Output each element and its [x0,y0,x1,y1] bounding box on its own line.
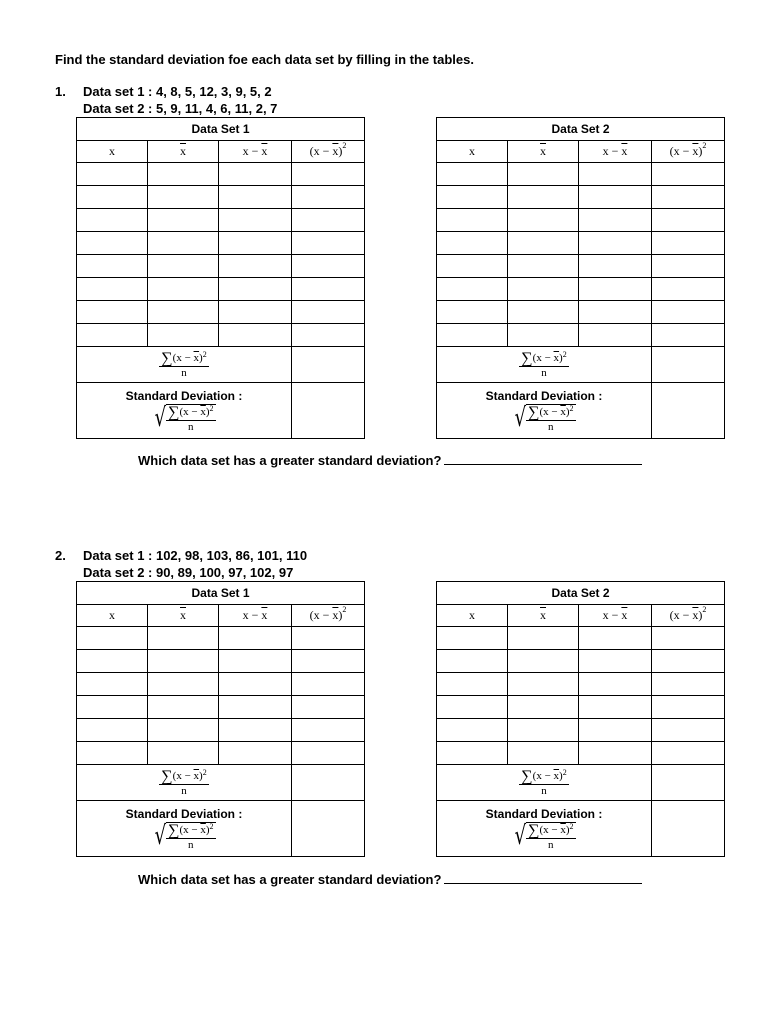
answer-cell[interactable] [652,278,725,301]
sd-formula: Standard Deviation : √ $\frac{\sum(x - \overline{x})^2}{n}$ [437,383,652,439]
variance-formula: $\frac{\sum(x - \overline{x})^2}{n}$ [77,765,292,801]
answer-cell[interactable] [292,278,365,301]
col-header-squared-deviation: $(x - \overline{x})^2$ [652,141,725,163]
answer-cell[interactable] [292,232,365,255]
answer-cell[interactable] [437,627,508,650]
answer-cell[interactable] [579,255,652,278]
table-row [77,696,365,719]
problem-2-question-text: Which data set has a greater standard deviation? [138,872,442,887]
sd-formula: Standard Deviation : √ $\frac{\sum(x - \overline{x})^2}{n}$ [437,801,652,857]
table-title: Data Set 2 [437,118,725,141]
problem-2-answer-blank[interactable] [444,871,642,884]
table-header-row [77,605,365,627]
variance-answer-cell[interactable] [652,347,725,383]
table-row [77,209,365,232]
table-row [77,232,365,255]
sd-answer-cell[interactable] [652,801,725,857]
answer-cell[interactable] [292,696,365,719]
answer-cell[interactable] [508,255,579,278]
variance-answer-cell[interactable] [292,765,365,801]
instructions: Find the standard deviation foe each data set by filling in the tables. [55,52,474,67]
answer-cell[interactable] [77,255,148,278]
table-row [437,673,725,696]
sd-formula: Standard Deviation : √ $\frac{\sum(x - \overline{x})^2}{n}$ [77,801,292,857]
variance-row [77,765,365,801]
answer-cell[interactable] [77,301,148,324]
answer-cell[interactable] [219,163,292,186]
answer-cell[interactable] [219,186,292,209]
col-header-x: x [437,605,508,627]
answer-cell[interactable] [508,324,579,347]
answer-cell[interactable] [77,209,148,232]
answer-cell[interactable] [579,278,652,301]
problem-1-data-set-1: Data set 1 : 4, 8, 5, 12, 3, 9, 5, 2 [83,84,272,99]
problem-1-table-data-set-2 [436,117,725,439]
answer-cell[interactable] [652,209,725,232]
answer-cell[interactable] [219,278,292,301]
answer-cell[interactable] [437,186,508,209]
table-row [437,627,725,650]
sd-row [437,383,725,439]
answer-cell[interactable] [652,186,725,209]
variance-row [437,347,725,383]
col-header-x: x [437,141,508,163]
table-title: Data Set 1 [77,582,365,605]
answer-cell[interactable] [652,232,725,255]
answer-cell[interactable] [148,673,219,696]
answer-cell[interactable] [77,163,148,186]
answer-cell[interactable] [219,696,292,719]
answer-cell[interactable] [148,696,219,719]
answer-cell[interactable] [77,673,148,696]
sd-answer-cell[interactable] [292,801,365,857]
variance-row [437,765,725,801]
problem-2-data-set-2: Data set 2 : 90, 89, 100, 97, 102, 97 [83,565,294,580]
sd-answer-cell[interactable] [292,383,365,439]
answer-cell[interactable] [508,719,579,742]
problem-1-number: 1. [55,84,66,99]
answer-cell[interactable] [148,232,219,255]
answer-cell[interactable] [292,209,365,232]
answer-cell[interactable] [652,163,725,186]
answer-cell[interactable] [579,650,652,673]
answer-cell[interactable] [579,696,652,719]
col-header-mean: $\overline{x}$ [148,605,219,627]
sd-label: Standard Deviation : [485,806,603,821]
answer-cell[interactable] [219,627,292,650]
answer-cell[interactable] [508,278,579,301]
col-header-squared-deviation: $(x - \overline{x})^2$ [652,605,725,627]
answer-cell[interactable] [652,627,725,650]
answer-cell[interactable] [77,742,148,765]
answer-cell[interactable] [219,324,292,347]
answer-cell[interactable] [579,301,652,324]
answer-cell[interactable] [148,209,219,232]
answer-cell[interactable] [437,209,508,232]
answer-cell[interactable] [219,650,292,673]
table-header-row [77,141,365,163]
col-header-squared-deviation: $(x - \overline{x})^2$ [292,605,365,627]
answer-cell[interactable] [652,696,725,719]
sd-row [77,801,365,857]
answer-cell[interactable] [579,627,652,650]
answer-cell[interactable] [437,719,508,742]
sd-label: Standard Deviation : [125,388,243,403]
answer-cell[interactable] [77,186,148,209]
answer-cell[interactable] [508,163,579,186]
table-row [77,324,365,347]
table-row [437,186,725,209]
col-header-mean: $\overline{x}$ [148,141,219,163]
answer-cell[interactable] [148,742,219,765]
answer-cell[interactable] [652,324,725,347]
sd-row [437,801,725,857]
answer-cell[interactable] [652,719,725,742]
answer-cell[interactable] [77,232,148,255]
answer-cell[interactable] [219,742,292,765]
sd-label: Standard Deviation : [125,806,243,821]
table-row [437,232,725,255]
answer-cell[interactable] [437,650,508,673]
table-row [77,255,365,278]
table-row [437,209,725,232]
problem-1-answer-blank[interactable] [444,452,642,465]
answer-cell[interactable] [652,255,725,278]
variance-formula: $\frac{\sum(x - \overline{x})^2}{n}$ [437,347,652,383]
col-header-x: x [77,141,148,163]
answer-cell[interactable] [508,696,579,719]
table-row [437,719,725,742]
problem-2-question [138,871,642,887]
table-row [77,627,365,650]
answer-cell[interactable] [579,742,652,765]
table-row [77,742,365,765]
answer-cell[interactable] [437,696,508,719]
col-header-deviation: $x - \overline{x}$ [219,141,292,163]
problem-1-table-data-set-1 [76,117,365,439]
answer-cell[interactable] [219,673,292,696]
answer-cell[interactable] [652,742,725,765]
answer-cell[interactable] [148,186,219,209]
sd-formula: Standard Deviation : √ $\frac{\sum(x - \overline{x})^2}{n}$ [77,383,292,439]
table-title: Data Set 1 [77,118,365,141]
table-header-row [437,605,725,627]
answer-cell[interactable] [437,301,508,324]
problem-2-number: 2. [55,548,66,563]
answer-cell[interactable] [579,324,652,347]
answer-cell[interactable] [437,324,508,347]
table-row [77,673,365,696]
answer-cell[interactable] [508,301,579,324]
problem-1-data-set-2: Data set 2 : 5, 9, 11, 4, 6, 11, 2, 7 [83,101,278,116]
answer-cell[interactable] [292,163,365,186]
answer-cell[interactable] [579,163,652,186]
answer-cell[interactable] [148,255,219,278]
answer-cell[interactable] [292,186,365,209]
answer-cell[interactable] [148,301,219,324]
answer-cell[interactable] [579,673,652,696]
answer-cell[interactable] [292,627,365,650]
table-row [77,719,365,742]
answer-cell[interactable] [652,673,725,696]
answer-cell[interactable] [219,255,292,278]
problem-1-question-text: Which data set has a greater standard deviation? [138,453,442,468]
answer-cell[interactable] [508,742,579,765]
answer-cell[interactable] [437,163,508,186]
variance-formula: $\frac{\sum(x - \overline{x})^2}{n}$ [437,765,652,801]
answer-cell[interactable] [148,163,219,186]
answer-cell[interactable] [292,673,365,696]
col-header-deviation: $x - \overline{x}$ [219,605,292,627]
table-row [437,324,725,347]
answer-cell[interactable] [148,627,219,650]
answer-cell[interactable] [437,673,508,696]
answer-cell[interactable] [292,301,365,324]
answer-cell[interactable] [77,627,148,650]
variance-formula: $\frac{\sum(x - \overline{x})^2}{n}$ [77,347,292,383]
table-row [437,301,725,324]
answer-cell[interactable] [508,650,579,673]
answer-cell[interactable] [219,719,292,742]
answer-cell[interactable] [77,650,148,673]
answer-cell[interactable] [219,301,292,324]
table-row [437,278,725,301]
answer-cell[interactable] [508,209,579,232]
answer-cell[interactable] [292,650,365,673]
sd-answer-cell[interactable] [652,383,725,439]
answer-cell[interactable] [219,232,292,255]
table-row [77,278,365,301]
problem-2-table-data-set-2 [436,581,725,857]
table-row [437,163,725,186]
col-header-x: x [77,605,148,627]
answer-cell[interactable] [437,232,508,255]
answer-cell[interactable] [579,209,652,232]
table-title: Data Set 2 [437,582,725,605]
answer-cell[interactable] [508,232,579,255]
answer-cell[interactable] [219,209,292,232]
col-header-deviation: $x - \overline{x}$ [579,141,652,163]
answer-cell[interactable] [579,186,652,209]
answer-cell[interactable] [437,255,508,278]
answer-cell[interactable] [292,324,365,347]
answer-cell[interactable] [292,719,365,742]
answer-cell[interactable] [508,627,579,650]
answer-cell[interactable] [77,696,148,719]
answer-cell[interactable] [437,742,508,765]
answer-cell[interactable] [292,255,365,278]
answer-cell[interactable] [579,232,652,255]
table-row [77,186,365,209]
col-header-mean: $\overline{x}$ [508,141,579,163]
answer-cell[interactable] [579,719,652,742]
answer-cell[interactable] [437,278,508,301]
variance-row [77,347,365,383]
table-row [77,301,365,324]
table-row [77,163,365,186]
variance-answer-cell[interactable] [292,347,365,383]
answer-cell[interactable] [77,278,148,301]
answer-cell[interactable] [652,650,725,673]
table-row [437,255,725,278]
table-row [437,650,725,673]
answer-cell[interactable] [148,324,219,347]
sd-label: Standard Deviation : [485,388,603,403]
answer-cell[interactable] [77,324,148,347]
answer-cell[interactable] [652,301,725,324]
answer-cell[interactable] [148,719,219,742]
answer-cell[interactable] [292,742,365,765]
answer-cell[interactable] [508,673,579,696]
answer-cell[interactable] [148,278,219,301]
col-header-squared-deviation: $(x - \overline{x})^2$ [292,141,365,163]
problem-1-question [138,452,642,468]
col-header-mean: $\overline{x}$ [508,605,579,627]
table-row [77,650,365,673]
sd-row [77,383,365,439]
variance-answer-cell[interactable] [652,765,725,801]
col-header-deviation: $x - \overline{x}$ [579,605,652,627]
answer-cell[interactable] [77,719,148,742]
problem-2-data-set-1: Data set 1 : 102, 98, 103, 86, 101, 110 [83,548,308,563]
answer-cell[interactable] [508,186,579,209]
table-row [437,742,725,765]
table-row [437,696,725,719]
problem-2-table-data-set-1 [76,581,365,857]
table-header-row [437,141,725,163]
answer-cell[interactable] [148,650,219,673]
